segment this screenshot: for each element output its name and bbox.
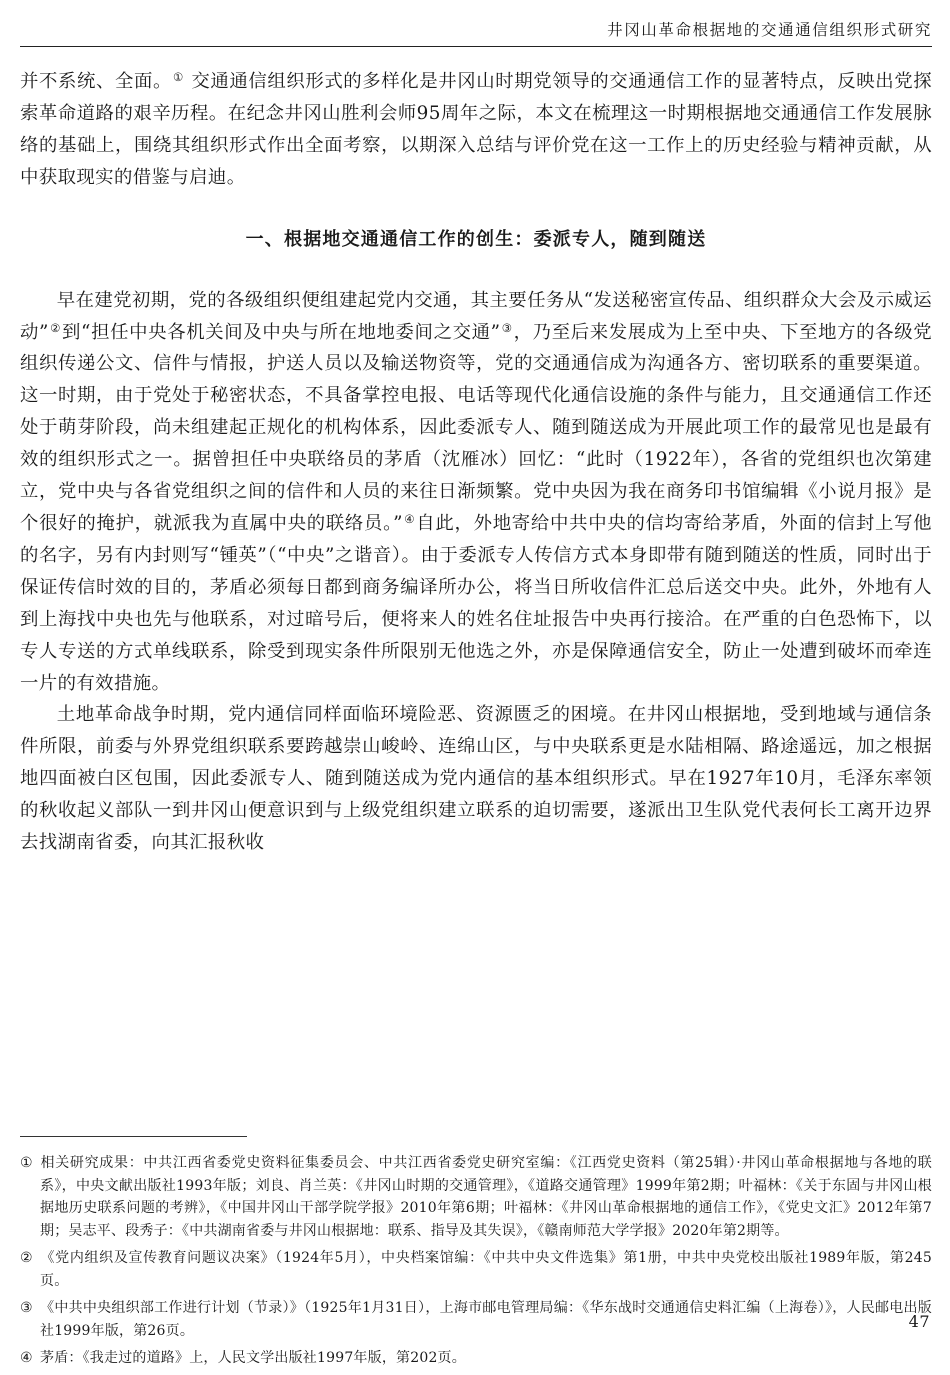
footnote-4-mark: ④ [20, 1350, 33, 1366]
paragraph-1-text-3: ，乃至后来发展成为上至中央、下至地方的各级党组织传递公文、信件与情报，护送人员以及输送物资等，党的交通通信成为沟通各方、密切联系的重要渠道。这一时期，由于党处于秘密状态，不具备掌控电报、电话等现代化通信设施的条件与能力，且交通通信工作还处于萌芽阶段，尚未组建起正规化的机构体系，因此委派专人、随到随送成为开展此项工作的最常见也是最有效的组织形式之一。据曾担任中央联络员的茅盾（沈雁冰）回忆：“此时（1922年），各省的党组织也次第建立，党中央与各省党组织之间的信件和人员的来往日渐频繁。党中央因为我在商务印书馆编辑《小说月报》是个很好的掩护，就派我为直属中央的联络员。” [20, 321, 933, 534]
footnote-ref-2[interactable]: ② [49, 320, 62, 335]
footnote-divider [20, 1136, 247, 1137]
footnote-ref-4[interactable]: ④ [403, 511, 416, 526]
footnote-1-text: 相关研究成果：中共江西省委党史资料征集委员会、中共江西省委党史研究室编：《江西党史资料（第25辑）·井冈山革命根据地与各地的联系》，中央文献出版社1993年版；刘良、肖兰英：《井冈山时期的交通管理》，《道路交通管理》1999年第2期；叶福林：《关于东固与井冈山根据地历史联系问题的考辨》，《中国井冈山干部学院学报》2010年第6期；叶福林：《井冈山革命根据地的通信工作》，《党史文汇》2012年第7期；吴志平、段秀子：《中共湖南省委与井冈山根据地：联系、指导及其失误》，《赣南师范大学学报》2020年第2期等。 [40, 1155, 932, 1239]
paragraph-1 [20, 285, 932, 700]
footnote-3 [20, 1297, 932, 1342]
intro-text-1: 并不系统、全面。 [20, 71, 172, 92]
paragraph-1-text-4: 自此，外地寄给中共中央的信均寄给茅盾，外面的信封上写他的名字，另有内封则写“锺英”（“中央”之谐音）。由于委派专人传信方式本身即带有随到随送的性质，同时出于保证传信时效的目的，茅盾必须每日都到商务编译所办公，将当日所收信件汇总后送交中央。此外，外地有人到上海找中央也先与他联系，对过暗号后，便将来人的姓名住址报告中央再行接洽。在严重的白色恐怖下，以专人专送的方式单线联系，除受到现实条件所限别无他选之外，亦是保障通信安全，防止一处遭到破坏而牵连一片的有效措施。 [20, 512, 932, 694]
section-heading: 一、根据地交通通信工作的创生：委派专人，随到随送 [245, 228, 707, 250]
paragraph-1-text-1: 早在建党初期，党的各级组织便组建起党内交通，其主要任务从“发送秘密宣传品、组织群众大会及示威运动” [20, 289, 932, 343]
running-head: 井冈山革命根据地的交通通信组织形式研究 [20, 18, 932, 47]
paragraph-2: 土地革命战争时期，党内通信同样面临环境险恶、资源匮乏的困境。在井冈山根据地，受到地域与通信条件所限，前委与外界党组织联系要跨越崇山峻岭、连绵山区，与中央联系更是水陆相隔、路途遥远，加之根据地四面被白区包围，因此委派专人、随到随送成为党内通信的基本组织形式。早在1927年10月，毛泽东率领的秋收起义部队一到井冈山便意识到与上级党组织建立联系的迫切需要，遂派出卫生队党代表何长工离开边界去找湖南省委，向其汇报秋收 [20, 704, 932, 854]
footnote-1 [20, 1152, 932, 1242]
footnote-ref-3[interactable]: ③ [501, 320, 513, 335]
intro-paragraph [20, 66, 932, 194]
footnote-2-mark: ② [20, 1250, 33, 1266]
footnote-3-text: 《中共中央组织部工作进行计划（节录）》（1925年1月31日），上海市邮电管理局编：《华东战时交通通信史料汇编（上海卷）》，人民邮电出版社1999年版，第26页。 [40, 1300, 932, 1339]
footnote-3-mark: ③ [20, 1300, 33, 1316]
intro-text-2: 交通通信组织形式的多样化是井冈山时期党领导的交通通信工作的显著特点，反映出党探索革命道路的艰辛历程。在纪念井冈山胜利会师95周年之际，本文在梳理这一时期根据地交通通信工作发展脉络的基础上，围绕其组织形式作出全面考察，以期深入总结与评价党在这一工作上的历史经验与精神贡献，从中获取现实的借鉴与启迪。 [20, 71, 932, 188]
footnote-ref-1[interactable]: ① [172, 70, 184, 84]
paragraph-1-text-2: 到“担任中央各机关间及中央与所在地地委间之交通” [62, 321, 501, 343]
page-number: 47 [908, 1312, 930, 1331]
body-text [20, 66, 932, 859]
footnotes [20, 1152, 932, 1375]
footnote-4 [20, 1347, 932, 1370]
footnote-1-mark: ① [20, 1155, 33, 1171]
footnote-2 [20, 1247, 932, 1292]
footnote-4-text: 茅盾：《我走过的道路》上，人民文学出版社1997年版，第202页。 [40, 1350, 466, 1366]
footnote-2-text: 《党内组织及宣传教育问题议决案》（1924年5月），中央档案馆编：《中共中央文件选集》第1册，中共中央党校出版社1989年版，第245页。 [40, 1250, 932, 1289]
